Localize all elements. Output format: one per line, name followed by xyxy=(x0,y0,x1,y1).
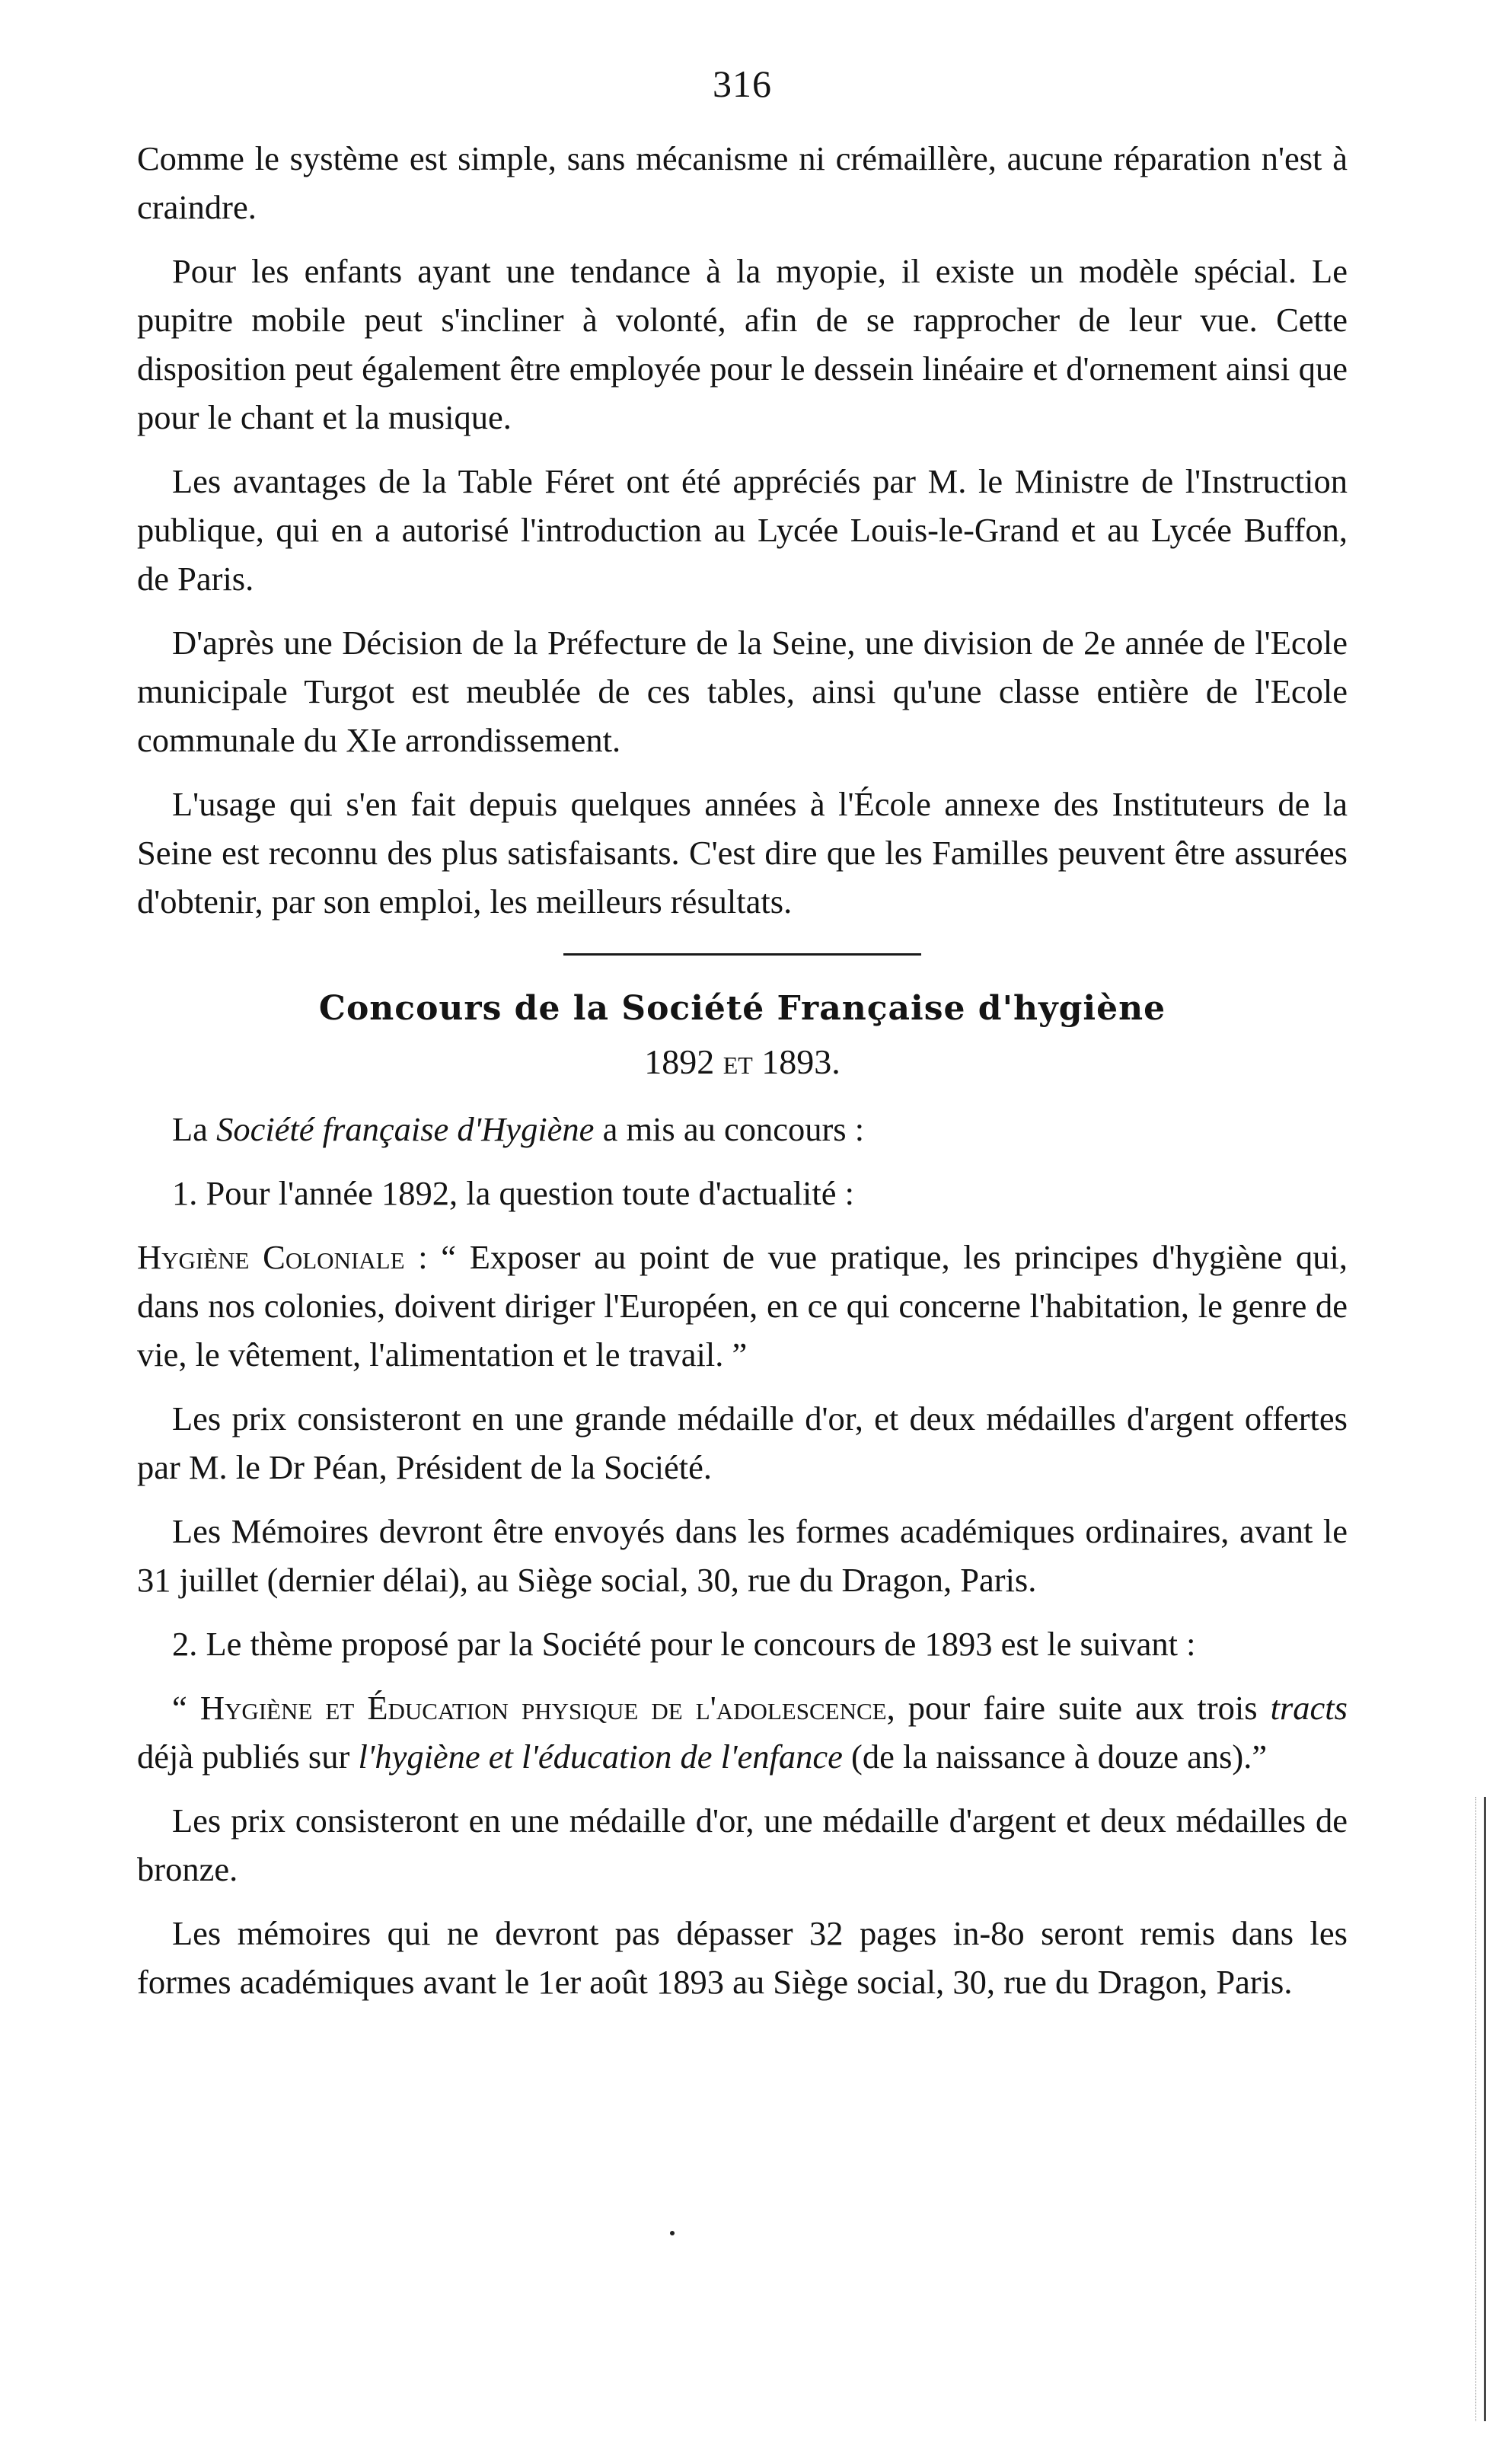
colonial-text: : “ Exposer au point de vue pratique, les principes d'hygiène qui, dans nos colonies, doivent diriger l'Européen, en ce qui concerne l'habitation, le genre de vie, le vêtement, l'alimentation et le travail. ” xyxy=(137,1238,1348,1374)
paragraph-prizes-1892: Les prix consisteront en une grande médaille d'or, et deux médailles d'argent offertes par M. le Dr Péan, Président de la Société. xyxy=(137,1399,1348,1486)
intro-post: a mis au concours : xyxy=(594,1110,865,1148)
paragraph-memoires-1893: Les mémoires qui ne devront pas dépasser 32 pages in-8o seront remis dans les formes académiques avant le 1er août 1893 au Siège social, 30, rue du Dragon, Paris. xyxy=(137,1914,1348,2001)
theme-title: Hygiène et Éducation physique de l'adolescence xyxy=(199,1689,887,1727)
year-1892: 1892 xyxy=(644,1042,715,1081)
paragraph-intro xyxy=(137,1105,1348,1153)
scan-speck xyxy=(670,2231,675,2235)
year-1893: 1893. xyxy=(761,1042,841,1081)
book-page xyxy=(137,61,1348,2376)
theme-close: (de la naissance à douze ans).” xyxy=(842,1737,1268,1776)
theme-mid-2: déjà publiés sur xyxy=(137,1737,359,1776)
section-title: Concours de la Société Française d'hygiène xyxy=(318,989,1166,1028)
paragraph-item-1: 1. Pour l'année 1892, la question toute d'actualité : xyxy=(172,1174,854,1212)
paragraph-usage: L'usage qui s'en fait depuis quelques années à l'École annexe des Instituteurs de la Seine est reconnu des plus satisfaisants. C'est dire que les Familles peuvent être assurées d'obtenir, par son emploi, les meilleurs résultats. xyxy=(137,785,1348,921)
paragraph-memoires-1892: Les Mémoires devront être envoyés dans les formes académiques ordinaires, avant le 31 juillet (dernier délai), au Siège social, 30, rue du Dragon, Paris. xyxy=(137,1512,1348,1599)
theme-hygiene: l'hygiène et l'éducation de l'enfance xyxy=(358,1737,843,1776)
society-name: Société française d'Hygiène xyxy=(216,1110,595,1148)
theme-open: “ xyxy=(172,1689,200,1727)
paragraph-system: Comme le système est simple, sans mécanisme ni crémaillère, aucune réparation n'est à craindre. xyxy=(137,139,1348,226)
paragraph-myopia: Pour les enfants ayant une tendance à la myopie, il existe un modèle spécial. Le pupitre mobile peut s'incliner à volonté, afin de se rapprocher de leur vue. Cette disposition peut également être employée pour le dessein linéaire et d'ornement ainsi que pour le chant et la musique. xyxy=(137,252,1348,436)
page-number: 316 xyxy=(713,62,772,105)
colonial-label: Hygiène Coloniale xyxy=(137,1238,405,1276)
scan-edge-artifact xyxy=(1475,1797,1486,2421)
paragraph-ministre: Les avantages de la Table Féret ont été appréciés par M. le Ministre de l'Instruction publique, qui en a autorisé l'introduction au Lycée Louis-le-Grand et au Lycée Buffon, de Paris. xyxy=(137,462,1348,598)
paragraph-theme xyxy=(137,1683,1348,1781)
theme-tracts: tracts xyxy=(1270,1689,1348,1727)
paragraph-prizes-1893: Les prix consisteront en une médaille d'or, une médaille d'argent et deux médailles de bronze. xyxy=(137,1801,1348,1888)
paragraph-colonial xyxy=(137,1233,1348,1379)
section-divider xyxy=(563,953,921,956)
paragraph-prefecture: D'après une Décision de la Préfecture de la Seine, une division de 2e année de l'Ecole municipale Turgot est meublée de ces tables, ainsi qu'une classe entière de l'Ecole communale du XIe arrondissement. xyxy=(137,624,1348,759)
paragraph-item-2: 2. Le thème proposé par la Société pour le concours de 1893 est le suivant : xyxy=(172,1625,1196,1663)
intro-pre: La xyxy=(172,1110,217,1148)
theme-mid-1: , pour faire suite aux trois xyxy=(886,1689,1271,1727)
section-years xyxy=(137,1038,1348,1086)
year-conjunction: et xyxy=(723,1042,753,1081)
